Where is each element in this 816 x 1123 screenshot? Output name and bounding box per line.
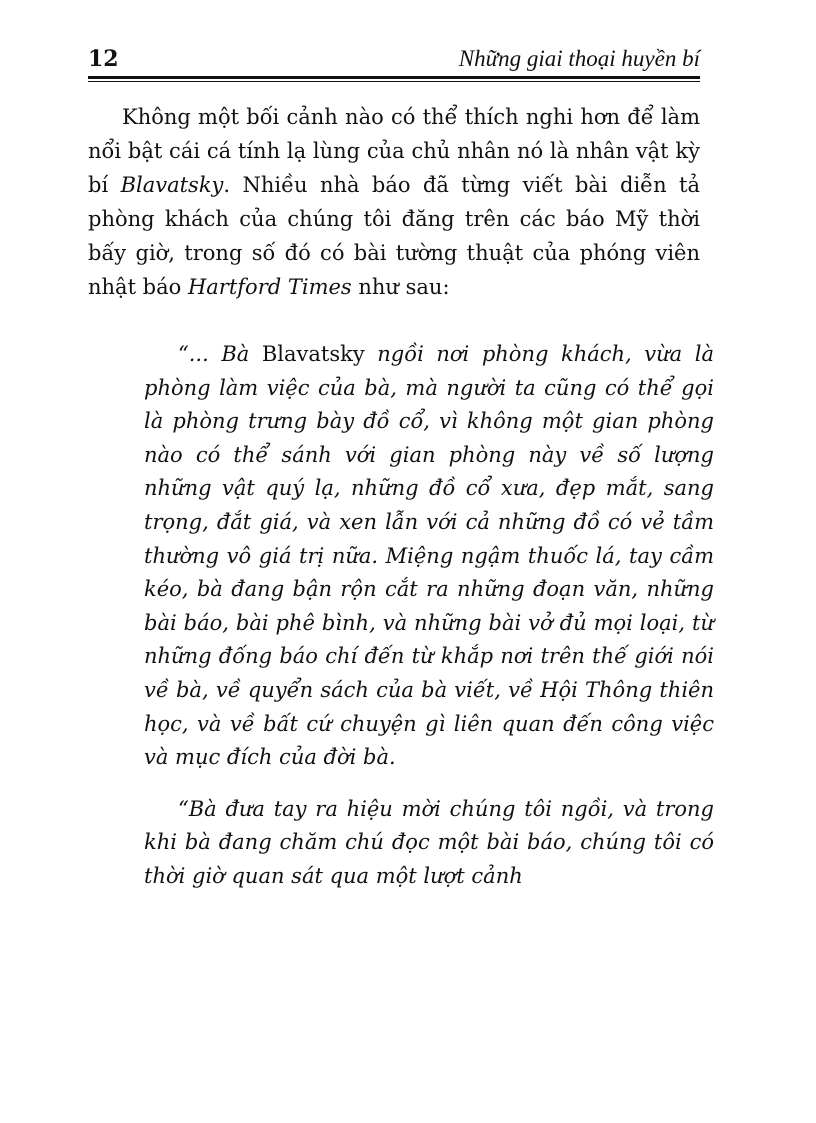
- quote-paragraph-1: [144, 338, 714, 775]
- running-title: Những giai thoại huyền bí: [458, 46, 700, 71]
- page-header: [88, 44, 700, 74]
- name-blavatsky: Blavatsky: [120, 173, 224, 197]
- paragraph-intro-part3: như sau:: [351, 275, 450, 299]
- paragraph-intro-part2: . Nhiều nhà báo đã từng viết bài diễn tả phòng khách của chúng tôi đăng trên các báo Mỹ thời bấy giờ, trong số đó có bài tường thuật của phóng viên nhật báo: [88, 173, 700, 299]
- quote-2-text: “Bà đưa tay ra hiệu mời chúng tôi ngồi, và trong khi bà đang chăm chú đọc một bài báo, chúng tôi có thời giờ quan sát qua một lượt cảnh: [144, 796, 714, 888]
- page-number: 12: [88, 46, 119, 72]
- header-rule-thick: [88, 76, 700, 79]
- header-rule-thin: [88, 81, 700, 82]
- quote-1-name: Blavatsky: [261, 342, 365, 366]
- quote-1-opening: “... Bà: [178, 342, 262, 366]
- paragraph-intro-part1: Không một bối cảnh nào có thể thích nghi hơn để làm nổi bật cái cá tính lạ lùng của chủ nhân nó là nhân vật kỳ bí: [88, 105, 700, 197]
- newspaper-name: Hartford Times: [187, 275, 352, 299]
- body-text: [88, 100, 714, 894]
- quote-paragraph-2: [144, 793, 714, 894]
- paragraph-intro: [88, 100, 700, 304]
- quote-1-text: ngồi nơi phòng khách, vừa là phòng làm việc của bà, mà người ta cũng có thể gọi là phòng trưng bày đồ cổ, vì không một gian phòng nào có thể sánh với gian phòng này về số lượng những vật quý lạ, những đồ cổ xưa, đẹp mắt, sang trọng, đắt giá, và xen lẫn với cả những đồ có vẻ tầm thường vô giá trị nữa. Miệng ngậm thuốc lá, tay cầm kéo, bà đang bận rộn cắt ra những đoạn văn, những bài báo, bài phê bình, và những bài vở đủ mọi loại, từ những đống báo chí đến từ khắp nơi trên thế giới nói về bà, về quyển sách của bà viết, về Hội Thông thiên học, và về bất cứ chuyện gì liên quan đến công việc và mục đích của đời bà.: [144, 342, 714, 770]
